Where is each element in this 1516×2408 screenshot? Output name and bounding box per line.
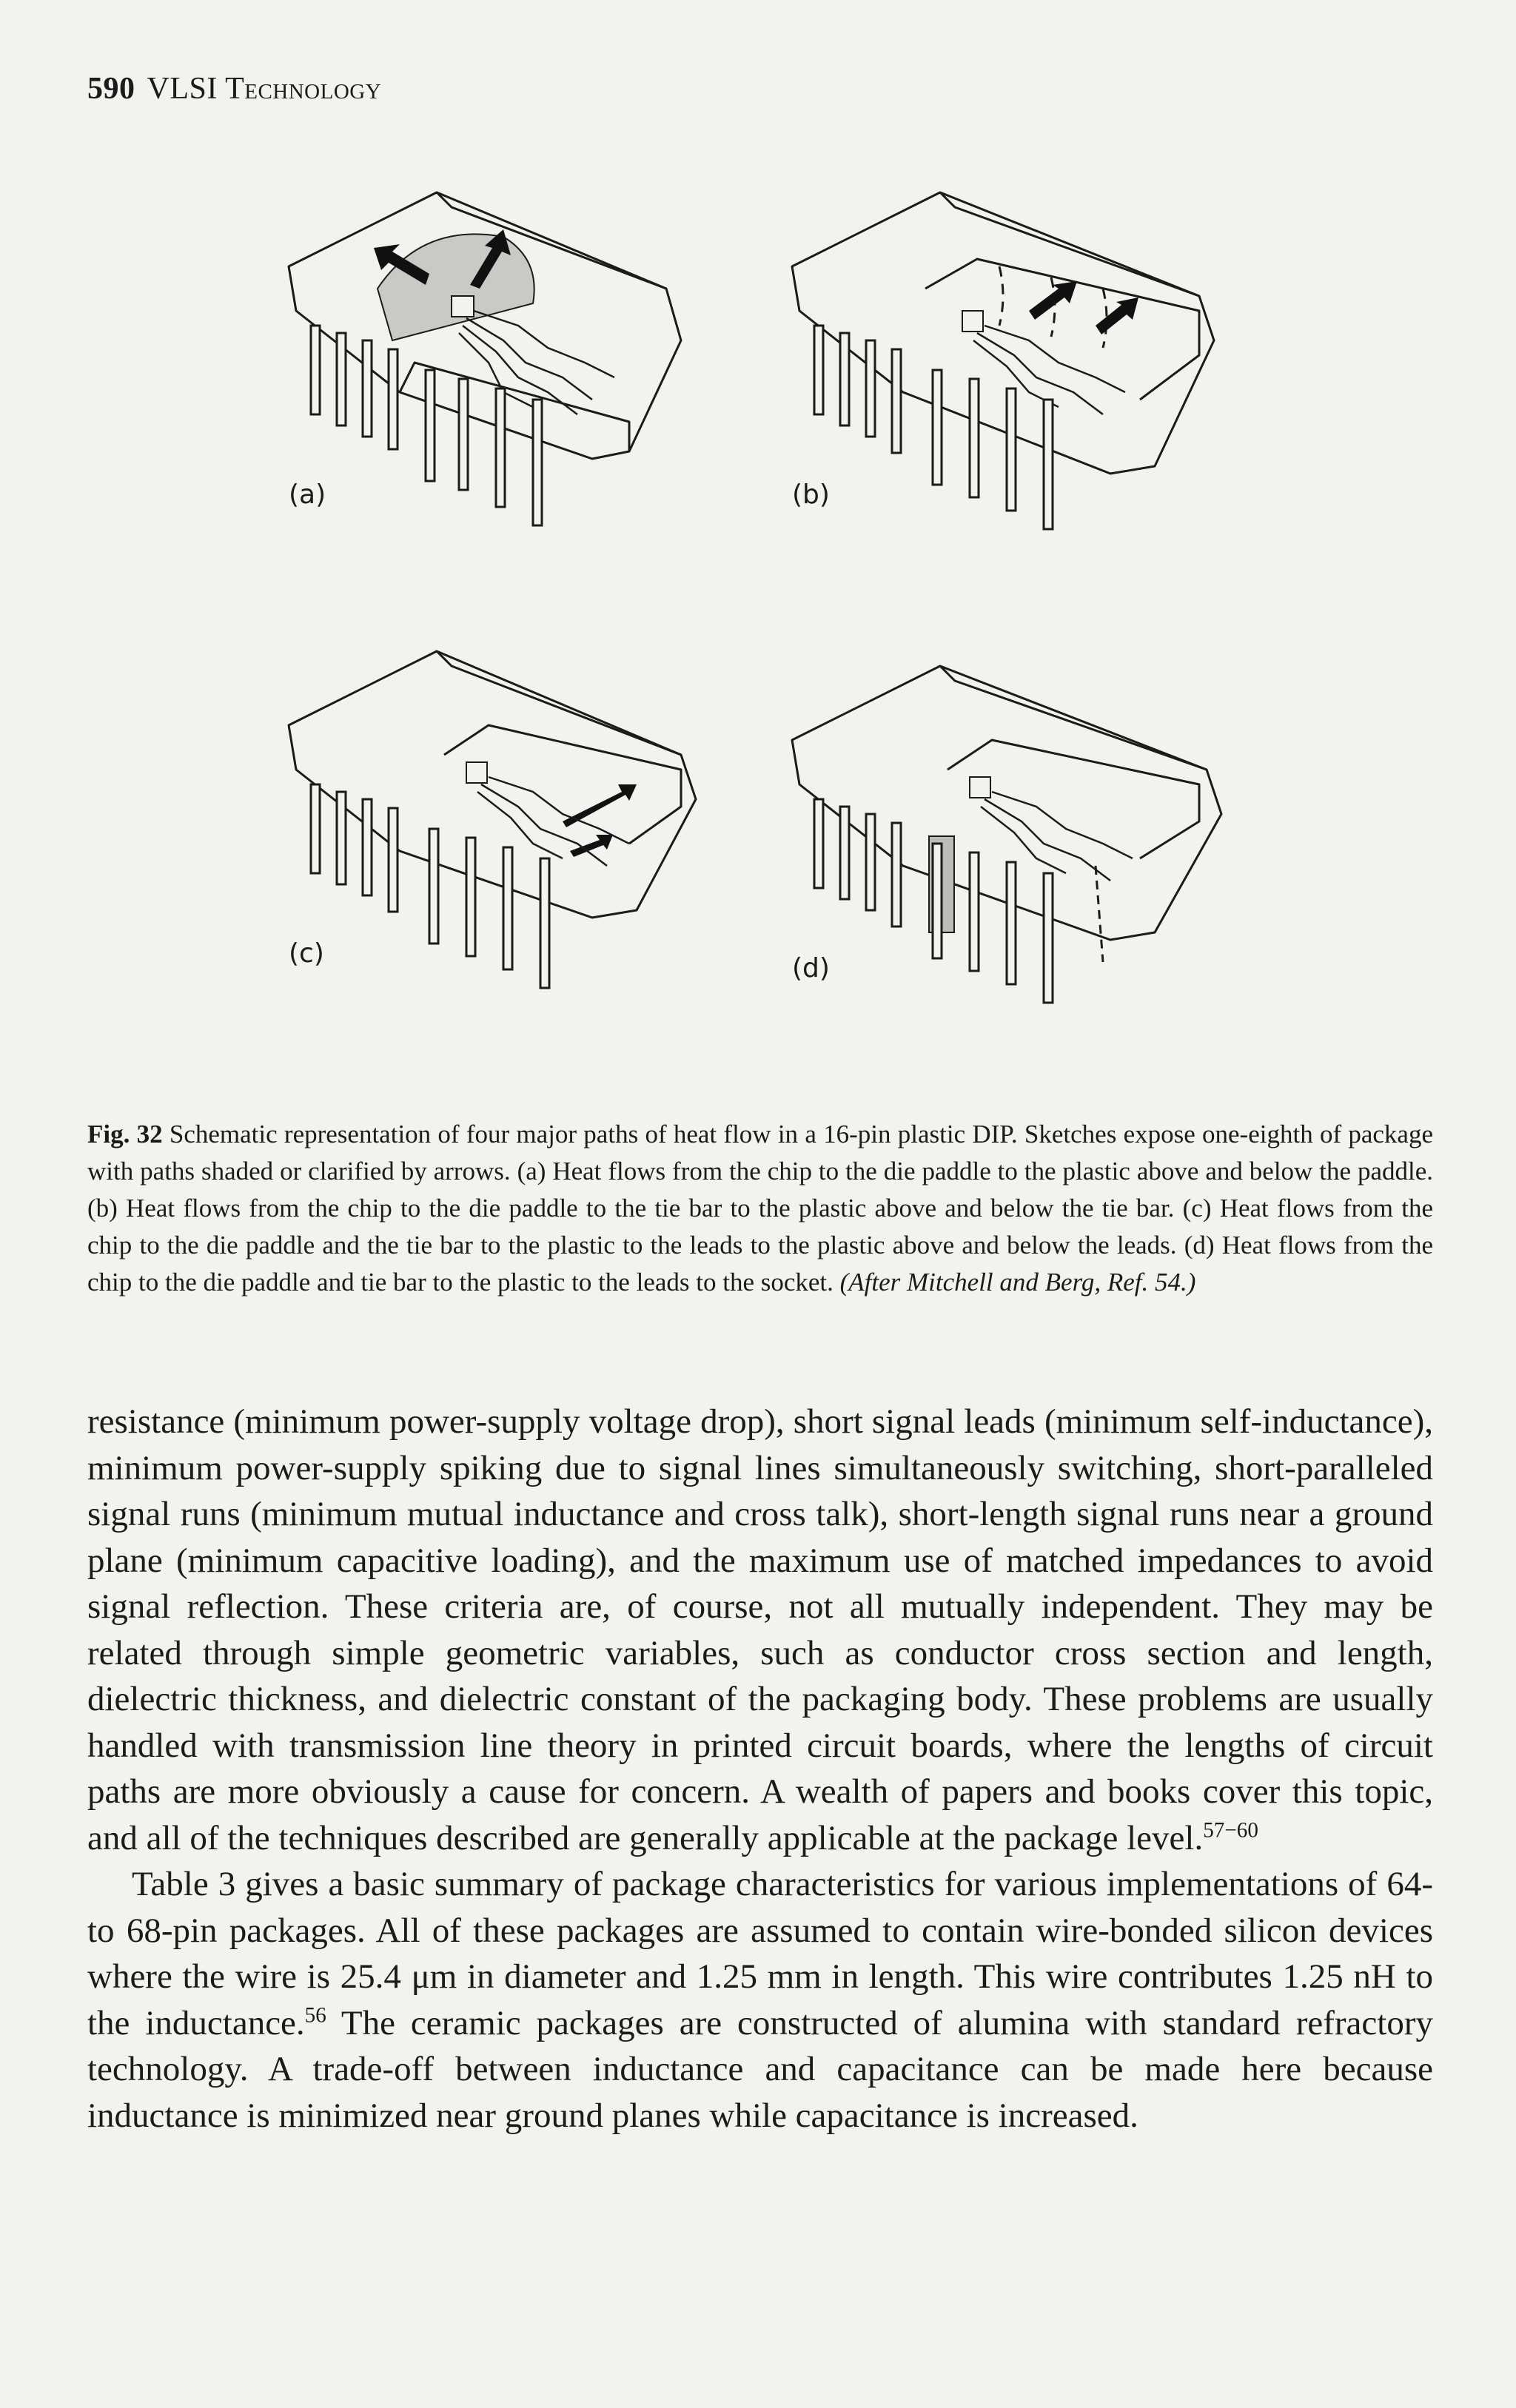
caption-text: Schematic representation of four major paths of heat flow in a 16-pin plastic DIP. Sketches expose one-eighth of package with paths shaded or clarified by arrows. (a) Heat flows from the chip to the die paddle to the plastic above and below the paddle. (b) Heat flows from the chip to the die paddle to the tie bar to the plastic above and below the tie bar. (c) Heat flows from the chip to the die paddle and the tie bar to the plastic to the leads to the plastic above and below the leads. (d) Heat flows from the chip to the die paddle and tie bar to the plastic to the leads to the socket. xyxy=(87,1120,1434,1297)
caption-credit: (After Mitchell and Berg, Ref. 54.) xyxy=(839,1268,1196,1297)
paragraph-1-text: resistance (minimum power-supply voltage drop), short signal leads (minimum self-inductance), minimum power-supply spiking due to signal lines simultaneously switching, short-paralleled signal runs (minimum mutual inductance and cross talk), short-length signal runs near a ground plane (minimum capacitive loading), and the maximum use of matched impedances to avoid signal reflection. These criteria are, of course, not all mutually independent. They may be related through simple geometric variables, such as conductor cross section and length, dielectric thickness, and dielectric constant of the packaging body. These problems are usually handled with transmission line theory in printed circuit boards, where the lengths of circuit paths are more obviously a cause for concern. A wealth of papers and books cover this topic, and all of the techniques described are generally applicable at the package level. xyxy=(87,1402,1433,1857)
pins-d xyxy=(814,799,1053,1003)
pins-a xyxy=(311,326,542,525)
panel-label-a: (a) xyxy=(289,480,326,510)
panel-a xyxy=(289,192,681,525)
panel-label-c: (c) xyxy=(289,938,324,969)
paragraph-2-text-b: The ceramic packages are constructed of alumina with standard refractory technology. A trade-off between inductance and capacitance can be made here because inductance is minimized near ground planes while capacitance is increased. xyxy=(87,2003,1433,2135)
panel-c xyxy=(289,651,696,988)
page-number: 590 xyxy=(87,72,135,106)
panel-d xyxy=(792,666,1221,1003)
pins-c xyxy=(311,784,549,988)
panel-b xyxy=(792,192,1214,529)
dip-package-diagram xyxy=(266,163,1258,1088)
reference-57-60: 57−60 xyxy=(1203,1817,1258,1842)
paragraph-2-text-a: Table 3 gives a basic summary of package characteristics for various implementations of 64- to 68-pin packages. All of these packages are assumed to contain wire-bonded silicon devices where the wire is 25.4 μm in diameter and 1.25 mm in length. This wire contributes 1.25 nH to the inductance. xyxy=(87,1865,1433,2042)
paragraph-1 xyxy=(87,1399,1433,1861)
reference-56: 56 xyxy=(304,2002,326,2027)
panel-label-b: (b) xyxy=(792,480,830,510)
paragraph-2 xyxy=(87,1861,1433,2139)
figure-label: Fig. 32 xyxy=(87,1120,163,1148)
figure-caption xyxy=(87,1116,1433,1301)
pins-b xyxy=(814,326,1053,529)
running-title: VLSI Technology xyxy=(147,72,382,106)
running-head xyxy=(87,71,381,107)
panel-label-d: (d) xyxy=(792,953,830,983)
body-text xyxy=(87,1399,1433,2139)
figure-32 xyxy=(266,163,1258,1088)
